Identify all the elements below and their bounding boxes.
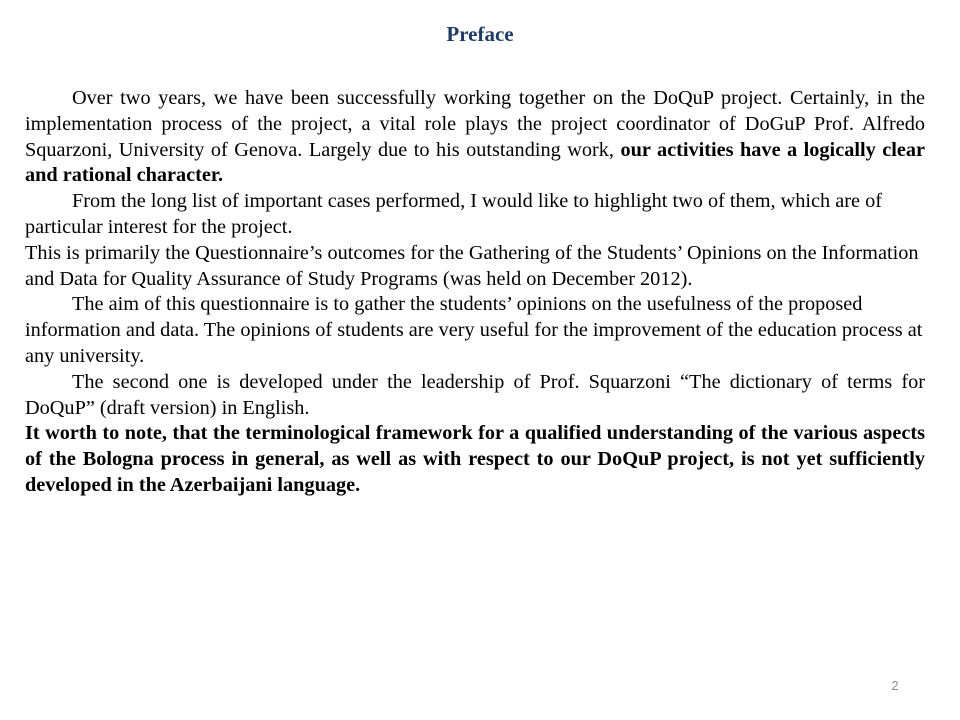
- preface-body: [25, 86, 925, 499]
- slide-title: Preface: [446, 22, 514, 46]
- paragraph-dictionary: The second one is developed under the leadership of Prof. Squarzoni “The dictionary of terms for DoQuP” (draft version) in English.: [25, 370, 925, 419]
- paragraph-terminology-note: It worth to note, that the terminological framework for a qualified understanding of the various aspects of the Bologna process in general, as well as with respect to our DoQuP project, is not yet sufficiently developed in the Azerbaijani language.: [25, 422, 925, 496]
- paragraph-bold-text: our activities have a logically clear and rational character.: [25, 138, 925, 187]
- paragraph-questionnaire: This is primarily the Questionnaire’s outcomes for the Gathering of the Students’ Opinions on the Information and Data for Quality Assurance of Study Programs (was held on December 2012).: [25, 241, 919, 290]
- paragraph-questionnaire-aim: The aim of this questionnaire is to gather the students’ opinions on the usefulness of the proposed information and data. The opinions of students are very useful for the improvement of the education process at any university.: [25, 293, 923, 367]
- paragraph-highlights: From the long list of important cases performed, I would like to highlight two of them, which are of particular interest for the project.: [25, 190, 882, 238]
- page-number: 2: [891, 678, 899, 693]
- paragraph-project-overview: [25, 86, 925, 189]
- paragraph-text: Over two years, we have been successfully working together on the DoQuP project. Certainly, in the implementation process of the project, a vital role plays the project coordinator of DoGuP Prof. Alfredo Squarzoni, University of Genova. Largely due to his outstanding work,: [25, 87, 925, 161]
